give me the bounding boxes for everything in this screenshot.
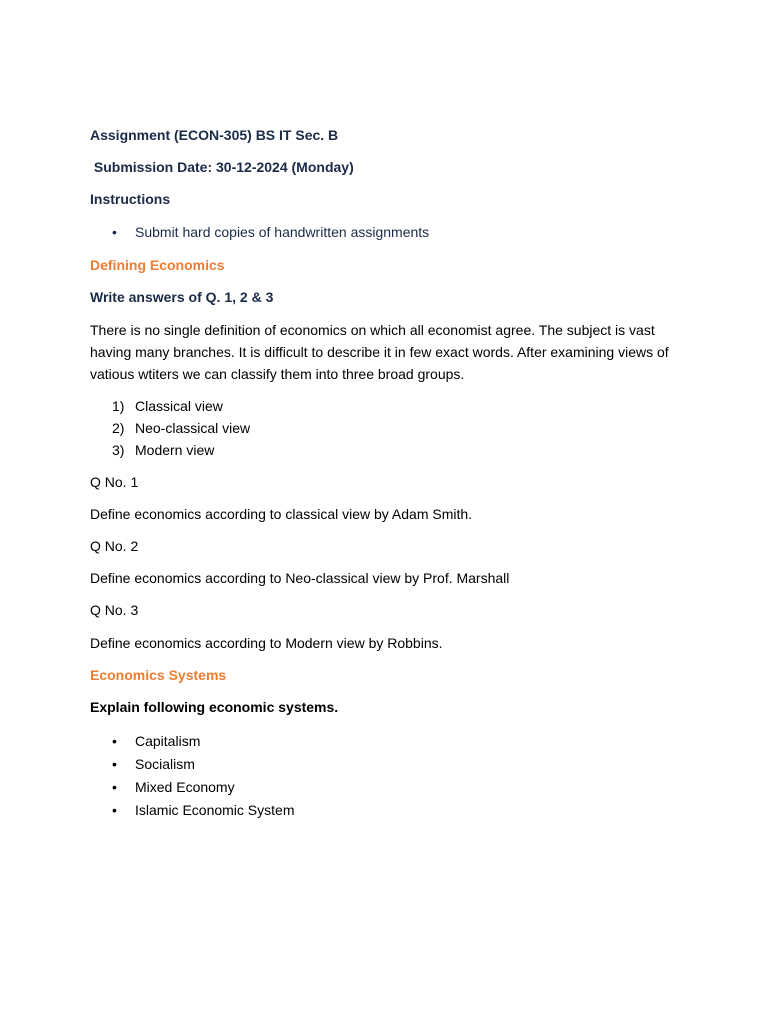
list-item [90,417,690,439]
section-heading-defining-economics: Defining Economics [90,257,225,273]
intro-paragraph: There is no single definition of economics on which all economist agree. The subject is vast having many branches. It is difficult to describe it in few exact words. After examining views of vatious wtiters we can classify them into three broad groups. [90,322,669,382]
instructions-list [90,222,690,242]
list-item [90,222,690,242]
views-list [90,395,690,461]
list-item [90,395,690,417]
bullet-icon: • [112,756,117,772]
system-label: Socialism [135,756,195,772]
bullet-icon: • [112,779,117,795]
section-heading-economics-systems: Economics Systems [90,667,227,683]
list-number: 3) [112,442,125,458]
question-label: Q No. 3 [90,602,139,618]
questions-instruction: Write answers of Q. 1, 2 & 3 [90,289,274,305]
system-label: Mixed Economy [135,779,235,795]
instructions-heading: Instructions [90,191,171,207]
bullet-icon: • [112,224,117,240]
bullet-icon: • [112,802,117,818]
list-item [90,439,690,461]
question-label: Q No. 2 [90,538,139,554]
view-label: Modern view [135,442,215,458]
question-text: Define economics according to Neo-classical view by Prof. Marshall [90,570,510,586]
view-label: Classical view [135,398,223,414]
system-label: Capitalism [135,733,201,749]
list-number: 1) [112,398,125,414]
list-item [90,753,690,776]
bullet-icon: • [112,733,117,749]
assignment-title: Assignment (ECON-305) BS IT Sec. B [90,127,339,143]
question-text: Define economics according to Modern view by Robbins. [90,635,443,651]
question-label: Q No. 1 [90,474,139,490]
document-page [90,125,690,822]
instruction-text: Submit hard copies of handwritten assignments [135,224,430,240]
view-label: Neo-classical view [135,420,251,436]
systems-instruction: Explain following economic systems. [90,699,339,715]
question-text: Define economics according to classical view by Adam Smith. [90,506,473,522]
system-label: Islamic Economic System [135,802,295,818]
submission-date: Submission Date: 30-12-2024 (Monday) [90,159,354,175]
list-item [90,799,690,822]
systems-list [90,730,690,822]
list-item [90,776,690,799]
list-number: 2) [112,420,125,436]
list-item [90,730,690,753]
